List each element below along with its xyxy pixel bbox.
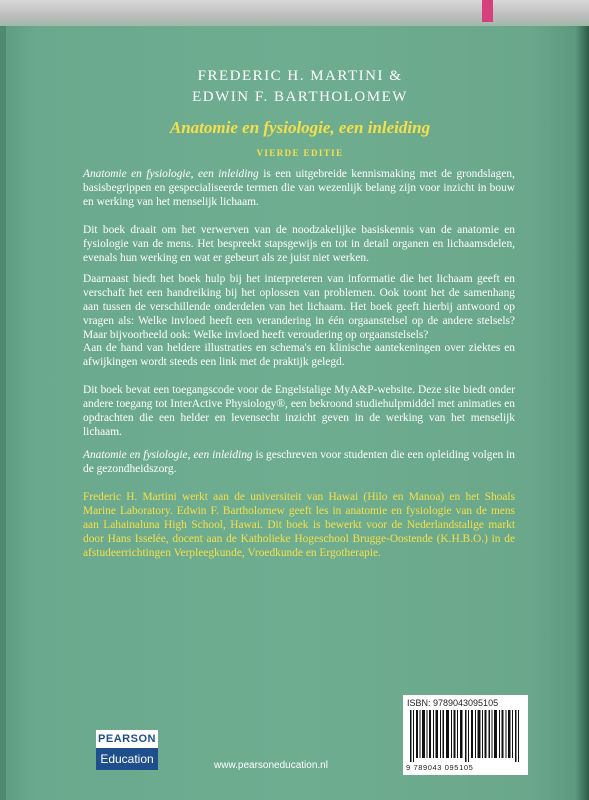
paragraph-website: Dit boek bevat een toegangscode voor de Engelstalige MyA&P-website. Deze site biedt onder andere toegang tot InterActive Physiology®, een bekroond studiehulpmiddel met animaties en opdrachten die een helder en levensecht inzicht geven in de werking van het menselijk lichaam. <box>83 384 515 438</box>
paragraph-author-bios: Frederic H. Martini werkt aan de universiteit van Hawai (Hilo en Manoa) en het Shoals Marine Laboratory. Edwin F. Bartholomew geeft les in anatomie en fysiologie van de mens aan Lahainaluna High School, Hawai. Dit boek is bewerkt voor de Nederlandstalige markt door Hans Isselée, docent aan de Katholieke Hogeschool Brugge-Oostende (K.H.B.O.) in de afstudeerrichtingen Verpleegkunde, Vroedkunde en Ergotherapie. <box>83 491 515 559</box>
paragraph-audience <box>83 448 515 476</box>
intro-text: is een uitgebreide kennismaking met de grondslagen, basisbegrippen en gespecialiseerde termen die van wezenlijk belang zijn voor inzicht in bouw en werking van het menselijk lichaam. <box>83 168 515 208</box>
intro-title-italic: Anatomie en fysiologie, een inleiding <box>83 168 259 180</box>
audience-title-italic: Anatomie en fysiologie, een inleiding <box>83 449 253 461</box>
book-left-edge <box>0 26 6 800</box>
book-top-edge <box>0 0 589 26</box>
paragraph-basics: Dit boek draait om het verwerven van de noodzakelijke basiskennis van de anatomie en fysiologie van de mens. Het bespreekt stapsgewijs en tot in detail organen en lichaamsdelen, evenals hun werking en wat er gebeurt als ze juist niet werken. <box>83 224 515 264</box>
author-line-2: EDWIN F. BARTHOLOMEW <box>192 89 408 105</box>
bookmark-ribbon <box>482 0 493 22</box>
paragraph-interpretation: Daarnaast biedt het boek hulp bij het interpreteren van informatie die het lichaam geeft en verschaft het een handreiking bij het oplossen van problemen. Ook toont het de samenhang aan tussen de verschillende onderdelen van het lichaam. Het boek geeft hierbij antwoord op vragen als: Welke invloed heeft een verandering in één orgaanstelsel op de andere stelsels? Maar bijvoorbeeld ook: Welke invloed heeft veroudering op orgaanstelsels? <box>83 273 515 341</box>
intro-paragraph <box>83 167 515 209</box>
audience-text: is geschreven voor studenten die een opleiding volgen in de gezondheidszorg. <box>83 449 515 475</box>
book-spine-edge <box>575 26 589 800</box>
pearson-logo-top: PEARSON <box>96 730 158 748</box>
book-title: Anatomie en fysiologie, een inleiding <box>169 118 431 137</box>
pearson-logo-bottom: Education <box>96 748 158 770</box>
barcode-digits: 9 789043 095105 <box>406 763 474 772</box>
pearson-logo <box>96 730 158 770</box>
paragraph-illustrations: Aan de hand van heldere illustraties en schema's en klinische aantekeningen over ziektes en afwijkingen wordt steeds een link met de praktijk gelegd. <box>83 342 515 368</box>
author-line-1: FREDERIC H. MARTINI & <box>197 68 403 84</box>
barcode-icon <box>410 710 525 762</box>
edition-label: VIERDE EDITIE <box>256 148 344 158</box>
isbn-text: ISBN: 9789043095105 <box>407 698 499 708</box>
publisher-url: www.pearsoneducation.nl <box>214 760 328 771</box>
